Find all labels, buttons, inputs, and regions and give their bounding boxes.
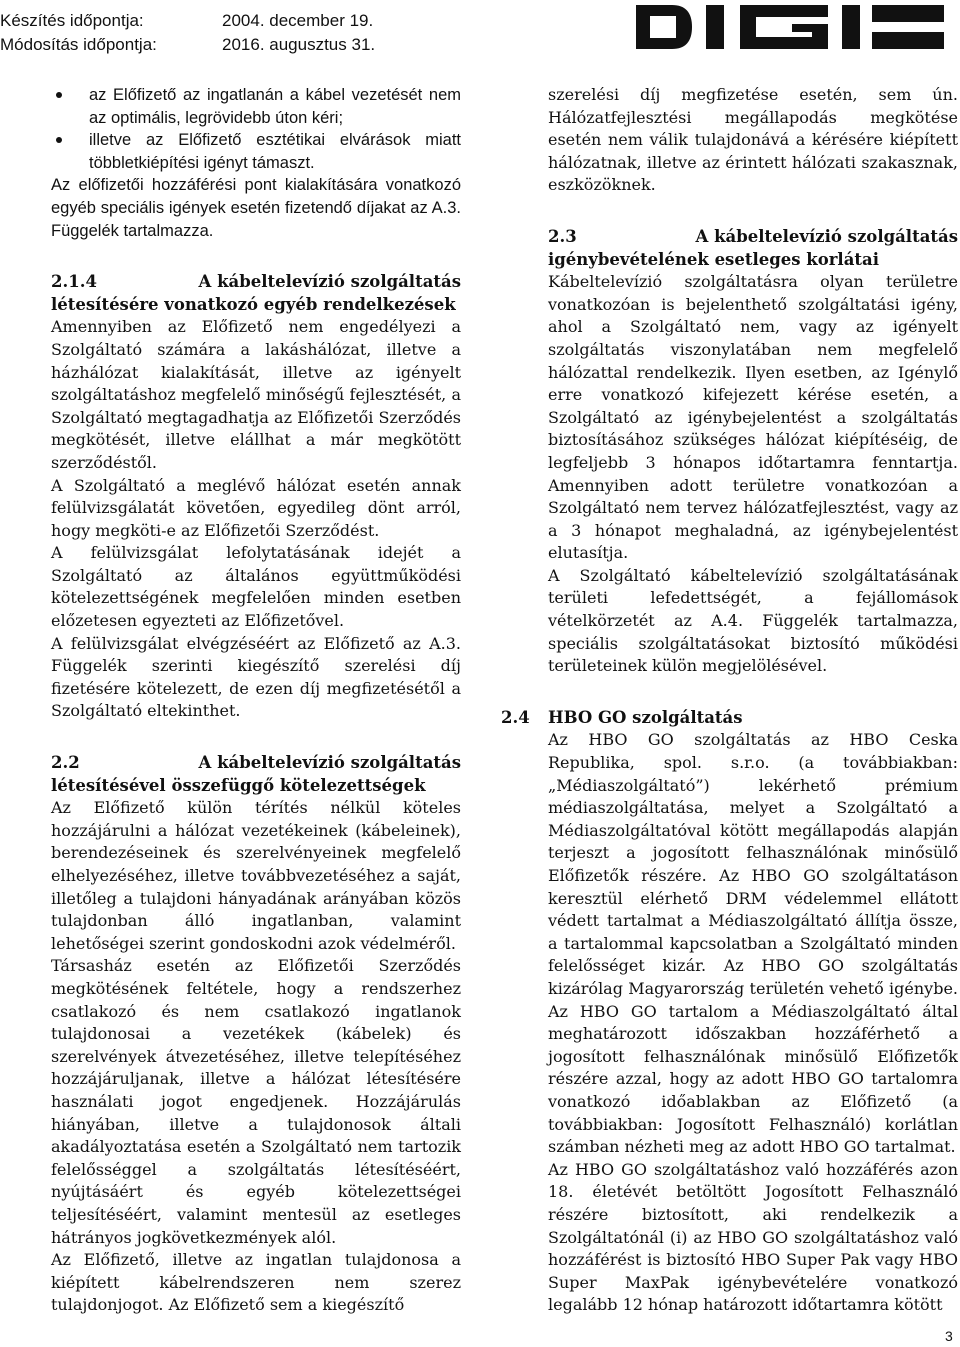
paragraph: Társasház esetén az Előfizetői Szerződés megkötésének feltétele, hogy a rendszerhez csatlakozó és nem csatlakozó ingatlanok tulajdonosai a vezetékek (kábelek) és szerelvények átvezetéséhez, illetve telepítéséhez hozzájáruljanak, illetve a hálózat létesítésére használati jogot engedjenek. Hozzájárulás hiányában, illetve a tulajdonosok általi akadályoztatása esetén a Szolgáltató nem tartozik felelősséggel a szolgáltatás létesítéséért, nyújtásáért és egyéb kötelezettségei teljesítéséért, valamint mentesül az esetleges hátrányos jogkövetkezmények alól. — [51, 956, 461, 1247]
right-column — [501, 84, 958, 1317]
list-item: az Előfizető az ingatlanán a kábel vezetését nem az optimális, legrövidebb úton kéri; — [51, 84, 461, 129]
paragraph: Az HBO GO szolgáltatáshoz való hozzáférés azon 18. életévét betöltött Jogosított Felhasználó részére biztosított, aki rendelkezik a Szolgáltatónál (i) az HBO GO szolgáltatáshoz való hozzáférést is biztosító HBO Super Pak vagy HBO Super MaxPak igénybevételére vonatkozó legalább 12 hónap határozott időtartamra kötött — [548, 1159, 958, 1315]
paragraph: Az Előfizető, illetve az ingatlan tulajdonosa a kiépített kábelrendszeren nem szerez tulajdonjogot. Az Előfizető sem a kiegészítő — [51, 1250, 461, 1315]
left-column — [51, 84, 461, 1317]
document-header — [0, 9, 375, 57]
created-value: 2004. december 19. — [222, 11, 374, 30]
paragraph: A felülvizsgálat elvégzéséért az Előfizető az A.3. Függelék szerinti kiegészítő szerelési díj fizetésére kötelezett, de ezen díj megfizetésétől a Szolgáltató eltekinthet. — [51, 633, 461, 721]
bullet-list — [51, 84, 461, 174]
modified-value: 2016. augusztus 31. — [222, 35, 376, 54]
section-2-4 — [501, 707, 958, 1317]
list-item: illetve az Előfizető esztétikai elvárások miatt többletkiépítési igényt támaszt. — [51, 129, 461, 174]
page-number: 3 — [945, 1328, 953, 1344]
paragraph: Az HBO GO szolgáltatás az HBO Ceska Republika, spol. s.r.o. (a továbbiakban: „Médiaszolgáltató”) lekérhető prémium médiaszolgáltatása, melyet a Szolgáltató a Médiaszolgáltatóval kötött megállapodás alapján terjeszt a jogosított felhasználónak minősülő Előfizetők részére. Az HBO GO szolgáltatáson keresztül elérhető DRM védelemmel ellátott védett tartalmat a Médiaszolgáltató állítja össze, a tartalommal kapcsolatban a Szolgáltató minden felelősséget kizár. Az HBO GO szolgáltatás kizárólag Magyarország területén vehető igénybe. Az HBO GO tartalom a Médiaszolgáltató által meghatározott időszakban hozzáférhető a jogosított felhasználónak minősülő Előfizetők részére azzal, hogy az adott HBO GO tartalomra vonatkozó időablakban az Előfizető (a továbbiakban: Jogosított Felhasználó) korlátlan számban nézheti meg az adott HBO GO tartalmat. — [548, 730, 958, 1157]
paragraph: A Szolgáltató kábeltelevízió szolgáltatásának területi lefedettségét, a fejállomások vételkörzetét az A.4. Függelék tartalmazza, speciális szolgáltatásokat biztosító működési területeinek külön megjelölésével. — [548, 565, 958, 676]
digi-logo — [632, 2, 948, 52]
paragraph: Amennyiben az Előfizető nem engedélyezi a Szolgáltató számára a lakáshálózat, illetve a házhálózat kialakítását, illetve az igényelt szolgáltatáshoz megfelelő minőségű fejlesztését, a Szolgáltató megtagadhatja az Előfizetői Szerződés megkötését, illetve elállhat a már megkötött szerződéstől. — [51, 317, 461, 472]
paragraph: A Szolgáltató a meglévő hálózat esetén annak felülvizsgálatát követően, egyedileg dönt arról, hogy megköti-e az Előfizetői Szerződést. — [51, 475, 461, 540]
paragraph: Kábeltelevízió szolgáltatásra olyan területre vonatkozóan is bejelenthető szolgáltatási igény, ahol a Szolgáltató nem, vagy az igényelt szolgáltatás viszonylatában nem megfelelő hálózattal rendelkezik. Ilyen esetben, az Igénylő erre vonatkozó kifejezett kérése esetén, a Szolgáltató az igénybejelentést a szolgáltatás biztosításához szükséges hálózat kiépítéséig, de legfeljebb 3 hónapos időtartamra fenntartja. Amennyiben adott területre vonatkozóan a Szolgáltató nem tervez hálózatfejlesztést, vagy az a 3 hónapot meghaladná, az igénybejelentést elutasítja. — [548, 272, 958, 563]
modified-label: Módosítás időpontja: — [0, 35, 157, 54]
paragraph: Az előfizetői hozzáférési pont kialakítására vonatkozó egyéb speciális igények esetén fizetendő díjakat az A.3. Függelék tartalmazza. — [51, 176, 461, 240]
section-heading-2-4: HBO GO szolgáltatás — [548, 707, 743, 727]
section-heading-2-2: 2.2 A kábeltelevízió szolgáltatás létesítésével összefüggő kötelezettségek — [51, 753, 461, 795]
paragraph: A felülvizsgálat lefolytatásának idejét a Szolgáltató az általános együttműködési kötelezettségének megfelelően minden esetben előzetesen egyezteti az Előfizetővel. — [51, 543, 461, 631]
section-heading-2-3: 2.3 A kábeltelevízió szolgáltatás igénybevételének esetleges korlátai — [548, 226, 958, 269]
paragraph: szerelési díj megfizetése esetén, sem ún. Hálózatfejlesztési megállapodás megkötése esetén nem válik tulajdonává a kérésére kiépített hálózatnak, illetve az érintett hálózati szakasznak, eszközöknek. — [548, 85, 958, 195]
created-label: Készítés időpontja: — [0, 11, 144, 30]
section-number: 2.4 — [501, 707, 530, 727]
section-heading-2-1-4: 2.1.4 A kábeltelevízió szolgáltatás létesítésére vonatkozó egyéb rendelkezések — [51, 272, 461, 314]
paragraph: Az Előfizető külön térítés nélkül köteles hozzájárulni a hálózat vezetékeinek (kábeleinek), berendezéseinek és szerelvényeinek megfelelő elhelyezéséhez, illetve továbbvezetéséhez a saját, illetőleg a tulajdoni hányadának arányában közös tulajdonban álló ingatlanban, valamint lehetőségei szerint gondoskodni azok védelméről. — [51, 798, 461, 953]
